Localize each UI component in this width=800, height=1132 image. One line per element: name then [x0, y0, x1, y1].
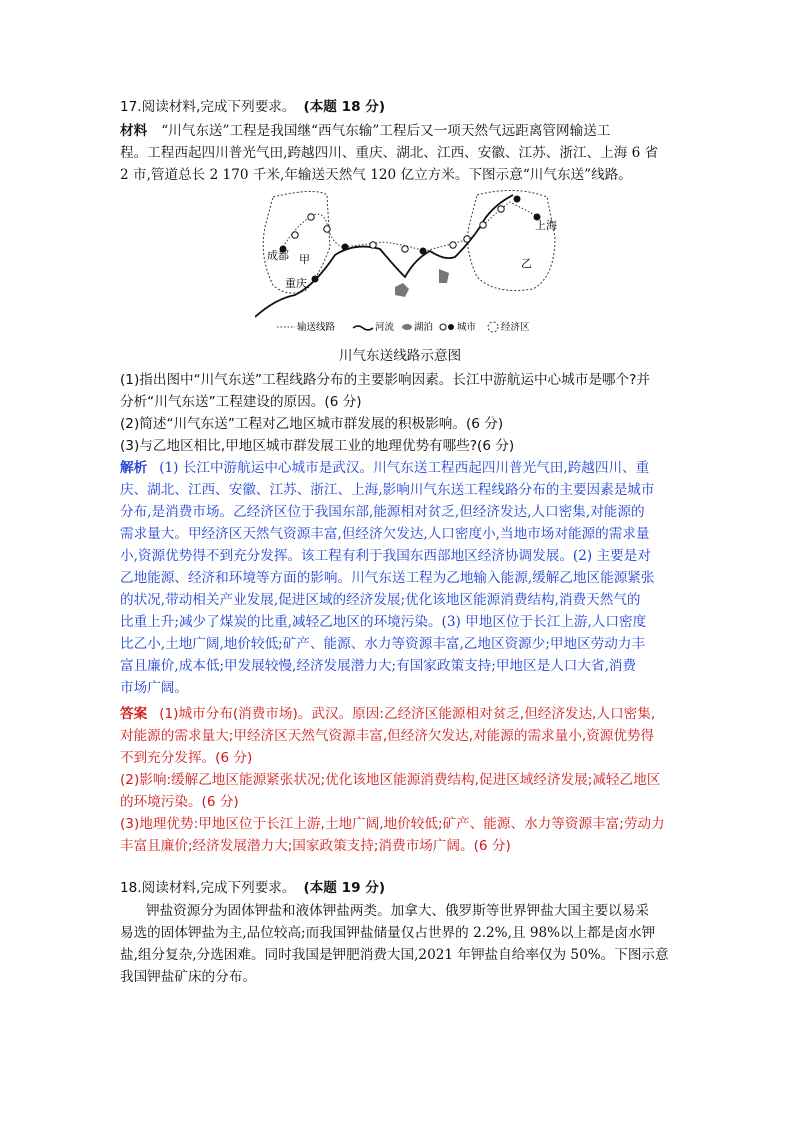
q18-material-line-2: 易选的固体钾盐为主,品位较高;而我国钾盐储量仅占世界的 2.2%,且 98%以上都是卤水钾: [120, 925, 656, 941]
answer-line-7: 丰富且廉价;经济发展潜力大;国家政策支持;消费市场广阔。(6 分): [120, 838, 511, 854]
city-open: [480, 222, 486, 228]
analysis-line-6: 乙地能源、经济和环境等方面的影响。川气东送工程为乙地输入能源,缓解乙地区能源紧张: [120, 570, 655, 586]
analysis-line-11: 市场广阔。: [120, 680, 188, 696]
q18-material-line-3: 盐,组分复杂,分选困难。同时我国是钾肥消费大国,2021 年钾盐自给率仅为 50%。下图示意: [120, 947, 669, 963]
legend-pipeline: 输送线路: [297, 322, 336, 333]
analysis-line-7: 的状况,带动相关产业发展,促进区域的经济发展;优化该地区能源消费结构,消费天然气的: [120, 592, 641, 608]
q17-material-line-3: 2 市,管道总长 2 170 千米,年输送天然气 120 亿立方米。下图示意“川气东送”线路。: [120, 167, 632, 183]
q18-heading-line: [120, 877, 385, 899]
city-open: [402, 246, 408, 252]
city-filled: [312, 276, 319, 283]
river-line: [255, 195, 513, 317]
analysis-label: 解析: [120, 460, 148, 476]
answer-line-6: (3)地理优势:甲地区位于长江上游,土地广阔,地价较低;矿产、能源、水力等资源丰富;劳动力: [120, 816, 665, 832]
answer-line-1: 答案 (1)城市分布(消费市场)。武汉。原因:乙经济区能源相对贫乏,但经济发达,人口密集,: [120, 706, 656, 722]
analysis-line-2: 庆、湖北、江西、安徽、江苏、浙江、上海,影响川气东送工程线路分布的主要因素是城市: [120, 482, 655, 498]
label-jia: 甲: [299, 253, 310, 266]
city-open: [308, 214, 314, 220]
analysis-line-10: 富且廉价,成本低;甲发展较慢,经济发展潜力大;有国家政策支持;甲地区是人口大省,消费: [120, 658, 637, 674]
route-map: [255, 187, 565, 337]
q17-question-2: (2)简述“川气东送”工程对乙地区城市群发展的积极影响。(6 分): [120, 416, 504, 432]
q17-question-3: (3)与乙地区相比,甲地区城市群发展工业的地理优势有哪些?(6 分): [120, 438, 515, 454]
q17-heading-line: [120, 96, 385, 118]
analysis-line-5: 小,资源优势得不到充分发挥。该工程有利于我国东西部地区经济协调发展。(2) 主要是对: [120, 548, 651, 564]
answer-line-2: 对能源的需求量大;甲经济区天然气资源丰富,但经济欠发达,对能源的需求量小,资源优势得: [120, 728, 655, 744]
answer-line-4: (2)影响:缓解乙地区能源紧张状况;优化该地区能源消费结构,促进区域经济发展;减轻乙地区: [120, 772, 661, 788]
q18-heading: 18.阅读材料,完成下列要求。: [120, 880, 296, 896]
city-open: [370, 242, 376, 248]
label-chongqing: 重庆: [285, 277, 307, 290]
city-open: [324, 226, 330, 232]
city-open: [292, 232, 298, 238]
city-open: [450, 242, 456, 248]
answer-label: 答案: [120, 706, 148, 722]
q18-score: (本题 19 分): [303, 880, 386, 896]
q18-material-line-4: 我国钾盐矿床的分布。: [120, 969, 256, 985]
label-shanghai: 上海: [535, 219, 557, 232]
city-filled: [342, 244, 349, 251]
legend-lake-swatch: [402, 324, 412, 330]
label-yi: 乙: [521, 257, 532, 270]
q18-material-line-1: 钾盐资源分为固体钾盐和液体钾盐两类。加拿大、俄罗斯等世界钾盐大国主要以易采: [146, 903, 649, 919]
map-legend: [277, 321, 530, 333]
city-open: [464, 236, 470, 242]
legend-city-filled: [448, 324, 454, 330]
analysis-line-4: 需求量大。甲经济区天然气资源丰富,但经济欠发达,人口密度小,当地市场对能源的需求量: [120, 526, 650, 542]
city-filled: [420, 248, 427, 255]
q17-score: (本题 18 分): [303, 99, 386, 115]
analysis-line-8: 比重上升;减少了煤炭的比重,减轻乙地区的环境污染。(3) 甲地区位于长江上游,人口密度: [120, 614, 647, 630]
analysis-line-1: 解析 (1) 长江中游航运中心城市是武汉。川气东送工程西起四川普光气田,跨越四川、重: [120, 460, 650, 476]
city-filled: [514, 196, 521, 203]
map-caption: 川气东送线路示意图: [338, 348, 462, 364]
legend-river-swatch: [353, 326, 373, 330]
lake-1: [395, 283, 409, 297]
analysis-line-9: 比乙小,土地广阔,地价较低;矿产、能源、水力等资源丰富,乙地区资源少;甲地区劳动力丰: [120, 636, 646, 652]
analysis-line-3: 分布,是消费市场。乙经济区位于我国东部,能源相对贫乏,但经济发达,人口密集,对能源的: [120, 504, 645, 520]
legend-city-open: [440, 324, 446, 330]
q17-question-1b: 分析“川气东送”工程建设的原因。(6 分): [120, 394, 362, 410]
answer-line-3: 不到充分发挥。(6 分): [120, 750, 253, 766]
answer-line-5: 的环境污染。(6 分): [120, 794, 239, 810]
legend-river: 河流: [375, 322, 395, 333]
lake-2: [439, 269, 449, 283]
legend-zone: 经济区: [501, 322, 530, 333]
label-chengdu: 成都: [267, 249, 289, 262]
q17-material-line-1: 材料 “川气东送”工程是我国继“西气东输”工程后又一项天然气远距离管网输送工: [120, 123, 611, 139]
legend-lake: 湖泊: [414, 322, 434, 333]
q17-heading: 17.阅读材料,完成下列要求。: [120, 99, 296, 115]
city-open: [498, 206, 504, 212]
legend-city: 城市: [457, 322, 477, 333]
legend-zone-swatch: [488, 322, 498, 332]
material-label: 材料: [120, 123, 148, 139]
yi-zone-outline: [468, 190, 555, 290]
pipeline-route: [283, 202, 535, 251]
q17-question-1a: (1)指出图中“川气东送”工程线路分布的主要影响因素。长江中游航运中心城市是哪个?并: [120, 372, 650, 388]
q17-material-line-2: 程。工程西起四川普光气田,跨越四川、重庆、湖北、江西、安徽、江苏、浙江、上海 6 省: [120, 145, 659, 161]
